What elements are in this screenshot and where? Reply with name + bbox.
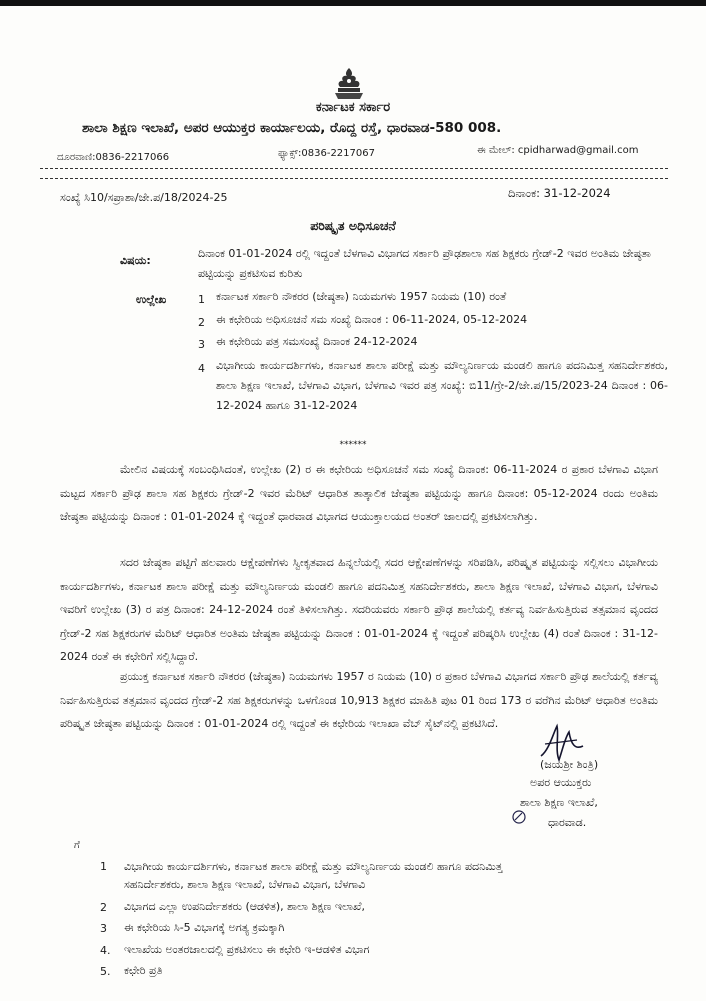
signatory-place: ಧಾರವಾಡ. — [548, 816, 587, 829]
copy-item-num: 2 — [100, 901, 107, 914]
email-address: ಈ ಮೇಲ್: cpidharwad@gmail.com — [477, 145, 639, 156]
body-paragraph: ಮೇಲಿನ ವಿಷಯಕ್ಕೆ ಸಂಬಂಧಿಸಿದಂತೆ, ಉಲ್ಲೇಖ (2) ರ ಈ ಕಛೇರಿಯ ಅಧಿಸೂಚನೆ ಸಮ ಸಂಖ್ಯೆ ದಿನಾಂಕ: 06-11-2024 ರ ಪ್ರಕಾರ ಬೆಳಗಾವಿ ವಿಭಾಗ ಮಟ್ಟದ ಸರ್ಕಾರಿ ಪ್ರೌಢ ಶಾಲಾ ಸಹ ಶಿಕ್ಷಕರು ಗ್ರೇಡ್-2 ಇವರ ಮೆರಿಟ್ ಆಧಾರಿತ ತಾತ್ಕಾಲಿಕ ಜೇಷ್ಠತಾ ಪಟ್ಟಿಯನ್ನು ಹಾಗೂ ದಿನಾಂಕ: 05-12-2024 ರಂದು ಅಂತಿಮ ಜೇಷ್ಠತಾ ಪಟ್ಟಿಯನ್ನು ದಿನಾಂಕ : 01-01-2024 ಕ್ಕೆ ಇದ್ದಂತೆ ಧಾರವಾಡ ವಿಭಾಗದ ಆಯುಕ್ತಾಲಯದ ಅಂತರ್ ಜಾಲದಲ್ಲಿ ಪ್ರಕಟಿಸಲಾಗಿತ್ತು. — [60, 463, 658, 523]
body-paragraph: ಸದರ ಜೇಷ್ಠತಾ ಪಟ್ಟಿಗೆ ಹಲವಾರು ಆಕ್ಷೇಪಣೆಗಳು ಸ್ವೀಕೃತವಾದ ಹಿನ್ನಲೆಯಲ್ಲಿ ಸದರ ಆಕ್ಷೇಪಣೆಗಳನ್ನು ಸರಿಪಡಿಸಿ, ಪರಿಷ್ಕೃತ ಪಟ್ಟಿಯನ್ನು ಸಲ್ಲಿಸಲು ವಿಭಾಗೀಯ ಕಾರ್ಯದರ್ಶಿಗಳು, ಕರ್ನಾಟಕ ಶಾಲಾ ಪರೀಕ್ಷೆ ಮತ್ತು ಮೌಲ್ಯನಿರ್ಣಯ ಮಂಡಲಿ ಹಾಗೂ ಪದನಿಮಿತ್ತ ಸಹನಿರ್ದೇಶಕರು, ಶಾಲಾ ಶಿಕ್ಷಣ ಇಲಾಖೆ, ಬೆಳಗಾವಿ ವಿಭಾಗ, ಬೆಳಗಾವಿ ಇವರಿಗೆ ಉಲ್ಲೇಖ (3) ರ ಪತ್ರ ದಿನಾಂಕ: 24-12-2024 ರಂತೆ ತಿಳಿಸಲಾಗಿತ್ತು. ಸದರಿಯವರು ಸರ್ಕಾರಿ ಪ್ರೌಢ ಶಾಲೆಯಲ್ಲಿ ಕರ್ತವ್ಯ ನಿರ್ವಹಿಸುತ್ತಿರುವ ತತ್ಸಮಾನ ವೃಂದದ ಗ್ರೇಡ್-2 ಸಹ ಶಿಕ್ಷಕರುಗಳ ಮೆರಿಟ್ ಆಧಾರಿತ ಅಂತಿಮ ಜೇಷ್ಠತಾ ಪಟ್ಟಿಯನ್ನು ದಿನಾಂಕ : 01-01-2024 ಕ್ಕೆ ಇದ್ದಂತೆ ಪರಿಷ್ಕರಿಸಿ ಉಲ್ಲೇಖ (4) ರಂತೆ ದಿನಾಂಕ : 31-12-2024 ರಂತೆ ಈ ಕಛೇರಿಗೆ ಸಲ್ಲಿಸಿದ್ದಾರೆ. — [60, 556, 658, 663]
copy-item-num: 4. — [100, 944, 111, 957]
initial-mark — [510, 808, 528, 826]
reference-item: ಈ ಕಛೇರಿಯ ಅಧಿಸೂಚನೆ ಸಮ ಸಂಖ್ಯೆ ದಿನಾಂಕ : 06-11-2024, 05-12-2024 — [216, 313, 528, 326]
copy-item: ಇಲಾಖೆಯ ಅಂತರಜಾಲದಲ್ಲಿ ಪ್ರಕಟಿಸಲು ಈ ಕಛೇರಿ ಇ-ಆಡಳಿತ ವಿಭಾಗ — [124, 943, 370, 956]
copy-item-num: 1 — [100, 860, 107, 873]
copy-item: ವಿಭಾಗೀಯ ಕಾರ್ಯದರ್ಶಿಗಳು, ಕರ್ನಾಟಕ ಶಾಲಾ ಪರೀಕ್ಷೆ ಮತ್ತು ಮೌಲ್ಯನಿರ್ಣಯ ಮಂಡಲಿ ಹಾಗೂ ಪದನಿಮಿತ್ತ — [124, 860, 503, 873]
signatory-department: ಶಾಲಾ ಶಿಕ್ಷಣ ಇಲಾಖೆ, — [520, 796, 598, 809]
office-address: ಶಾಲಾ ಶಿಕ್ಷಣ ಇಲಾಖೆ, ಅಪರ ಆಯುಕ್ತರ ಕಾರ್ಯಾಲಯ, ರೊದ್ದ ರಸ್ತೆ, ಧಾರವಾಡ-580 008. — [82, 120, 502, 136]
signatory-designation: ಅಪರ ಆಯುಕ್ತರು — [530, 776, 592, 789]
copy-item: ವಿಭಾಗದ ಎಲ್ಲಾ ಉಪನಿರ್ದೇಶಕರು (ಆಡಳಿತ), ಶಾಲಾ ಶಿಕ್ಷಣ ಇಲಾಖೆ, — [124, 900, 365, 913]
reference-num: 4 — [198, 362, 205, 375]
phone-number: ದೂರವಾಣಿ:0836-2217066 — [57, 152, 170, 163]
section-separator: ****** — [339, 440, 367, 450]
body-paragraph: ಪ್ರಯುಕ್ತ ಕರ್ನಾಟಕ ಸರ್ಕಾರಿ ನೌಕರರ (ಜೇಷ್ಠತಾ) ನಿಯಮಗಳು 1957 ರ ನಿಯಮ (10) ರ ಪ್ರಕಾರ ಬೆಳಗಾವಿ ವಿಭಾಗದ ಸರ್ಕಾರಿ ಪ್ರೌಢ ಶಾಲೆಯಲ್ಲಿ ಕರ್ತವ್ಯ ನಿರ್ವಹಿಸುತ್ತಿರುವ ತತ್ಸಮಾನ ವೃಂದದ ಗ್ರೇಡ್-2 ಸಹ ಶಿಕ್ಷಕರುಗಳನ್ನು ಒಳಗೊಂಡ 10,913 ಶಿಕ್ಷಕರ ಮಾಹಿತಿ ಪುಟ 01 ರಿಂದ 173 ರ ವರೆಗಿನ ಮೆರಿಟ್ ಆಧಾರಿತ ಅಂತಿಮ ಪರಿಷ್ಕೃತ ಜೇಷ್ಠತಾ ಪಟ್ಟಿಯನ್ನು ದಿನಾಂಕ : 01-01-2024 ರಲ್ಲಿ ಇದ್ದಂತೆ ಈ ಕಛೇರಿಯ ಇಲಾಖಾ ವೆಬ್ ಸೈಟ್‌ನಲ್ಲಿ ಪ್ರಕಟಿಸಿದೆ. — [60, 670, 658, 730]
reference-number: ಸಂಖ್ಯೆ ಸಿ10/ಸಪ್ರಾಶಾ/ಜೇ.ಪ/18/2024-25 — [60, 191, 228, 204]
reference-item: ವಿಭಾಗೀಯ ಕಾರ್ಯದರ್ಶಿಗಳು, ಕರ್ನಾಟಕ ಶಾಲಾ ಪರೀಕ್ಷೆ ಮತ್ತು ಮೌಲ್ಯನಿರ್ಣಯ ಮಂಡಲಿ ಹಾಗೂ ಪದನಿಮಿತ್ತ ಸಹನಿರ್ದೇಶಕರು, ಶಾಲಾ ಶಿಕ್ಷಣ ಇಲಾಖೆ, ಬೆಳಗಾವಿ ವಿಭಾಗ, ಬೆಳಗಾವಿ ಇವರ ಪತ್ರ ಸಂಖ್ಯೆ: ಬಿ11/ಗ್ರೇ-2/ಜೇ.ಪ/15/2023-24 ದಿನಾಂಕ : 06-12-2024 ಹಾಗೂ 31-12-2024 — [216, 359, 668, 412]
government-emblem-icon — [329, 66, 369, 102]
copy-item: ಕಛೇರಿ ಪ್ರತಿ — [124, 964, 163, 977]
reference-item: ಈ ಕಛೇರಿಯ ಪತ್ರ ಸಮಸಂಖ್ಯೆ ದಿನಾಂಕ 24-12-2024 — [216, 335, 418, 348]
copy-item: ಈ ಕಛೇರಿಯ ಸಿ-5 ವಿಭಾಗಕ್ಕೆ ಅಗತ್ಯ ಕ್ರಮಕ್ಕಾಗಿ — [124, 921, 285, 934]
header-divider-2 — [40, 178, 668, 179]
copy-item-continued: ಸಹನಿರ್ದೇಶಕರು, ಶಾಲಾ ಶಿಕ್ಷಣ ಇಲಾಖೆ, ಬೆಳಗಾವಿ ವಿಭಾಗ, ಬೆಳಗಾವಿ — [124, 878, 366, 891]
subject-label: ವಿಷಯ: — [120, 254, 151, 267]
copy-item-num: 5. — [100, 965, 111, 978]
reference-num: 2 — [198, 316, 205, 329]
government-title: ಕರ್ನಾಟಕ ಸರ್ಕಾರ — [315, 100, 391, 115]
signatory-name: (ಜಯಶ್ರೀ ಶಿಂತ್ರಿ) — [540, 758, 599, 771]
fax-number: ಫ್ಯಾಕ್ಸ್:0836-2217067 — [278, 148, 375, 159]
document-date: ದಿನಾಂಕ: 31-12-2024 — [508, 186, 611, 200]
copy-to-label: ಗೆ — [74, 840, 80, 851]
reference-num: 1 — [198, 293, 205, 306]
scan-top-band — [0, 0, 706, 6]
reference-num: 3 — [198, 338, 205, 351]
header-divider — [40, 168, 668, 169]
reference-item: ಕರ್ನಾಟಕ ಸರ್ಕಾರಿ ನೌಕರರ (ಜೇಷ್ಠತಾ) ನಿಯಮಗಳು 1957 ನಿಯಮ (10) ರಂತೆ — [216, 290, 507, 303]
notification-heading: ಪರಿಷ್ಕೃತ ಅಧಿಸೂಚನೆ — [310, 218, 396, 233]
subject-text: ದಿನಾಂಕ 01-01-2024 ರಲ್ಲಿ ಇದ್ದಂತೆ ಬೆಳಗಾವಿ ವಿಭಾಗದ ಸರ್ಕಾರಿ ಪ್ರೌಢಶಾಲಾ ಸಹ ಶಿಕ್ಷಕರು ಗ್ರೇಡ್-2 ಇವರ ಅಂತಿಮ ಜೇಷ್ಠತಾ ಪಟ್ಟಿಯನ್ನು ಪ್ರಕಟಿಸುವ ಕುರಿತು — [198, 247, 651, 280]
references-label: ಉಲ್ಲೇಖ — [136, 293, 167, 306]
copy-item-num: 3 — [100, 922, 107, 935]
